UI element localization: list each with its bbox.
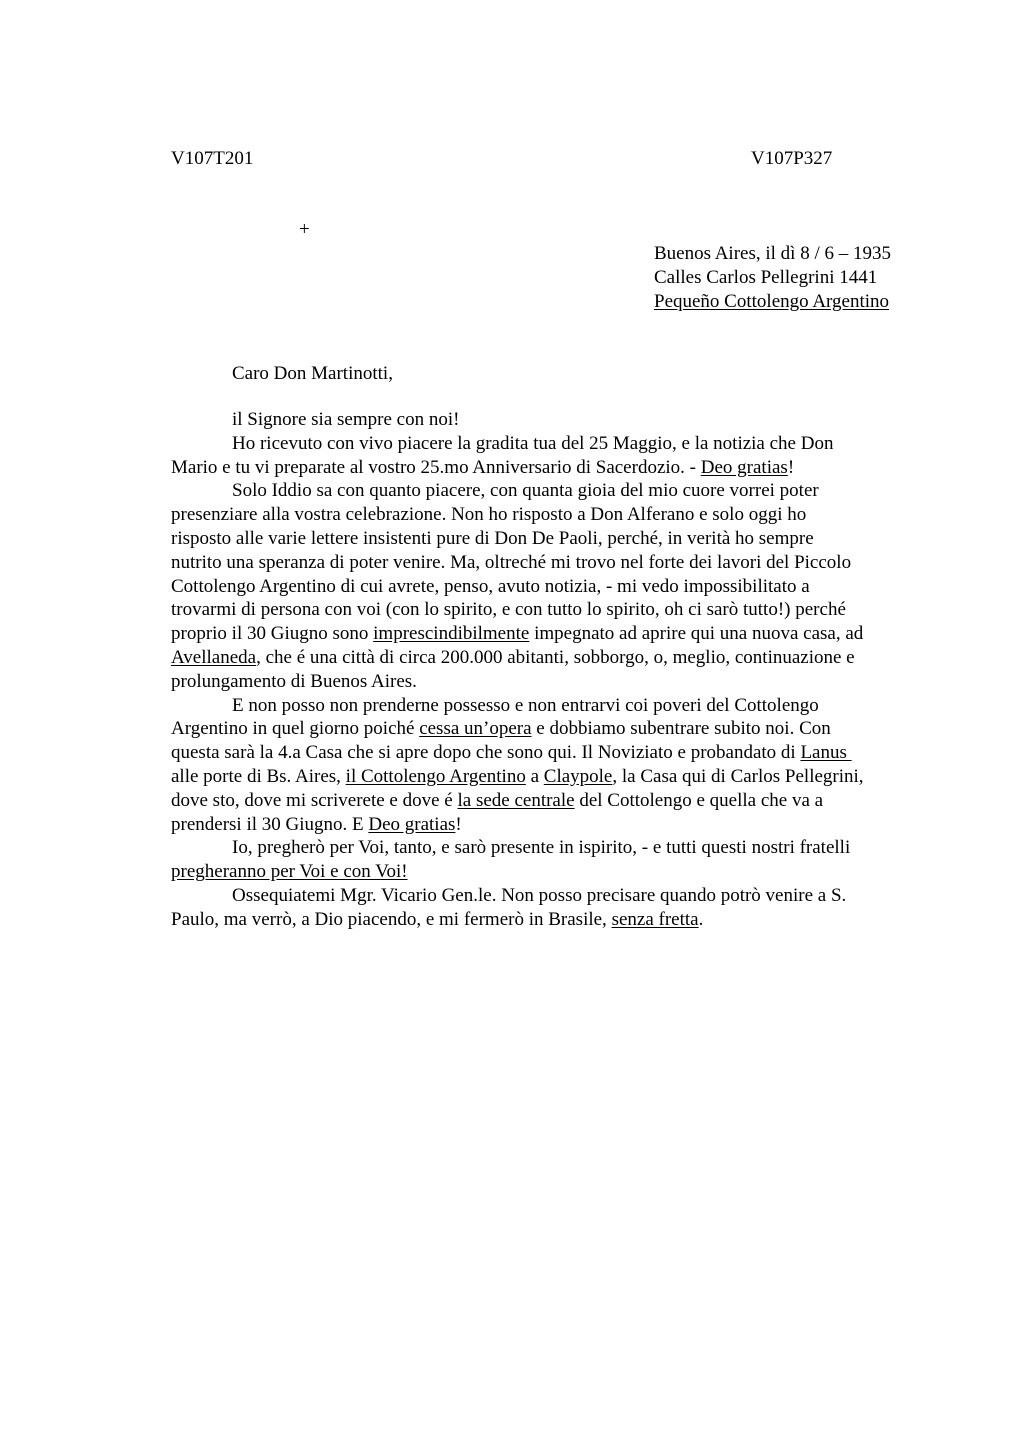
- underlined-text: imprescindibilmente: [373, 623, 530, 645]
- salutation: Caro Don Martinotti,: [232, 363, 393, 384]
- body-line: Ossequiatemi Mgr. Vicario Gen.le. Non posso precisare quando potrò venire a S.: [232, 884, 847, 906]
- text-run: a: [525, 765, 544, 787]
- underlined-text: pregheranno per Voi e con Voi!: [171, 861, 408, 883]
- text-run: del Cottolengo e quella che va a: [574, 789, 824, 811]
- body-line: Cottolengo Argentino di cui avrete, penso, avuto notizia, - mi vedo impossibilitato a: [171, 575, 810, 597]
- body-line: [171, 765, 941, 789]
- body-line: E non posso non prenderne possesso e non entrarvi coi poveri del Cottolengo: [232, 694, 819, 716]
- address-street-line: Calles Carlos Pellegrini 1441: [654, 267, 878, 288]
- text-run: questa sarà la 4.a Casa che si apre dopo che sono qui. Il Noviziato e probandato di: [171, 742, 801, 764]
- text-run: Argentino in quel giorno poiché: [171, 718, 420, 740]
- underlined-text: senza fretta: [611, 908, 699, 930]
- body-line: [171, 860, 941, 884]
- text-run: Mario e tu vi preparate al vostro 25.mo Anniversario di Sacerdozio. -: [171, 456, 701, 478]
- letter-body: [171, 408, 941, 932]
- body-line: risposto alle varie lettere insistenti pure di Don De Paoli, perché, in verità ho sempre: [171, 527, 814, 549]
- text-run: , che é una città di circa 200.000 abitanti, sobborgo, o, meglio, continuazione e: [256, 646, 855, 668]
- underlined-text: cessa un’opera: [419, 718, 532, 740]
- underlined-text: Claypole: [543, 765, 613, 787]
- underlined-text: Lanus: [800, 742, 852, 764]
- body-line: presenziare alla vostra celebrazione. Non ho risposto a Don Alferano e solo oggi ho: [171, 504, 807, 526]
- text-run: !: [787, 456, 795, 478]
- body-line: nutrito una speranza di poter venire. Ma, oltreché mi trovo nel forte dei lavori del Piccolo: [171, 551, 852, 573]
- body-line: [171, 813, 941, 837]
- body-line: [171, 622, 941, 646]
- body-line: Io, pregherò per Voi, tanto, e sarò presente in ispirito, - e tutti questi nostri fratelli: [232, 837, 851, 859]
- body-line: trovarmi di persona con voi (con lo spirito, e con tutto lo spirito, oh ci sarò tutto!) perché: [171, 599, 846, 621]
- body-line: [171, 741, 941, 765]
- body-line: [171, 646, 941, 670]
- body-line: Solo Iddio sa con quanto piacere, con quanta gioia del mio cuore vorrei poter: [232, 480, 819, 502]
- text-run: proprio il 30 Giugno sono: [171, 623, 374, 645]
- underlined-text: Deo gratias: [700, 456, 788, 478]
- body-line: Ho ricevuto con vivo piacere la gradita tua del 25 Maggio, e la notizia che Don: [232, 432, 834, 454]
- text-run: impegnato ad aprire qui una nuova casa, ad: [529, 623, 864, 645]
- text-run: !: [455, 813, 462, 835]
- text-run: dove sto, dove mi scriverete e dove é: [171, 789, 458, 811]
- document-code-left: V107T201: [171, 148, 254, 169]
- body-line: [171, 908, 941, 932]
- body-line: [171, 717, 941, 741]
- cross-symbol: +: [299, 219, 310, 240]
- body-line: [171, 789, 941, 813]
- text-run: , la Casa qui di Carlos Pellegrini,: [612, 765, 864, 787]
- text-run: Paulo, ma verrò, a Dio piacendo, e mi fermerò in Brasile,: [171, 908, 612, 930]
- text-run: .: [698, 908, 704, 930]
- address-institution-line: Pequeño Cottolengo Argentino: [654, 291, 890, 312]
- document-code-right: V107P327: [751, 148, 833, 169]
- address-date-line: Buenos Aires, il dì 8 / 6 – 1935: [654, 243, 891, 264]
- text-run: e dobbiamo subentrare subito noi. Con: [531, 718, 831, 740]
- text-run: prendersi il 30 Giugno. E: [171, 813, 369, 835]
- sender-address: [654, 242, 891, 314]
- body-line: prolungamento di Buenos Aires.: [171, 670, 417, 692]
- underlined-text: il Cottolengo Argentino: [345, 765, 526, 787]
- underlined-text: Deo gratias: [368, 813, 456, 835]
- body-line: il Signore sia sempre con noi!: [232, 409, 460, 430]
- underlined-text: la sede centrale: [457, 789, 575, 811]
- body-line: [171, 456, 941, 480]
- underlined-text: Avellaneda: [171, 646, 257, 668]
- text-run: alle porte di Bs. Aires,: [171, 765, 346, 787]
